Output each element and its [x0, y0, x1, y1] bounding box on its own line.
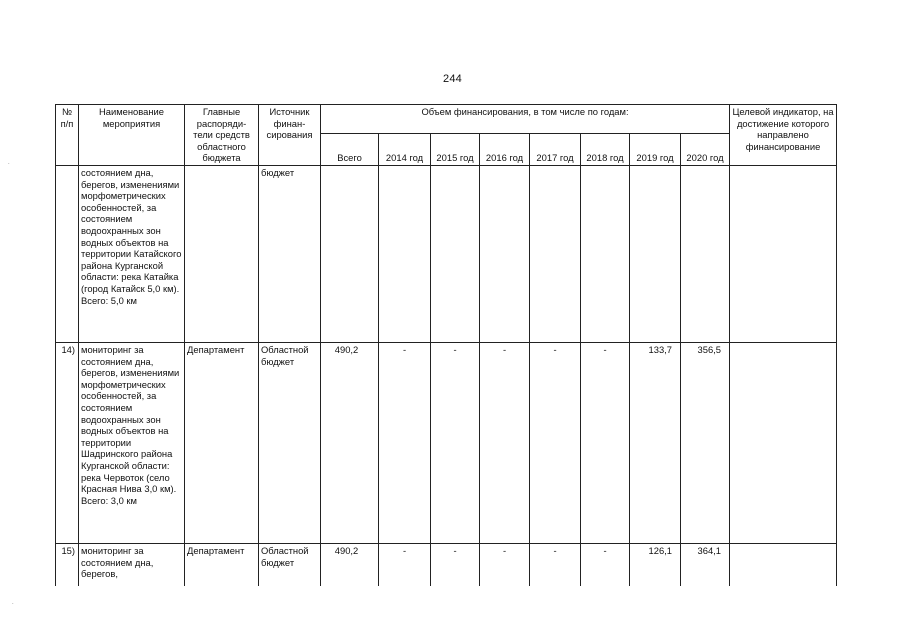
header-num: № п/п — [56, 105, 79, 166]
cell-year — [379, 165, 431, 342]
cell-year: - — [530, 543, 581, 586]
cell-manager: Департамент — [185, 342, 259, 543]
header-year: 2016 год — [480, 134, 530, 166]
cell-source: Областной бюджет — [259, 543, 321, 586]
cell-year — [681, 165, 730, 342]
cell-year: - — [480, 543, 530, 586]
header-name: Наименование мероприятия — [79, 105, 185, 166]
cell-indicator — [730, 165, 837, 342]
cell-year: 133,7 — [630, 342, 681, 543]
cell-name: мониторинг за состоянием дна, берегов, изменениями морфометрических особенностей, за состоянием водоохранных зон водных объектов на территории Шадринского района Курганской области: река Червоток (село Красная Нива 3,0 км). Всего: 3,0 км — [79, 342, 185, 543]
cell-year: - — [530, 342, 581, 543]
header-total: Всего — [321, 134, 379, 166]
cell-manager: Департамент — [185, 543, 259, 586]
cell-num — [56, 165, 79, 342]
table-row — [56, 342, 837, 543]
cell-indicator — [730, 342, 837, 543]
cell-name: мониторинг за состоянием дна, берегов, — [79, 543, 185, 586]
cell-num: 15) — [56, 543, 79, 586]
cell-year: - — [431, 342, 480, 543]
cell-source: Областной бюджет — [259, 342, 321, 543]
cell-year: 364,1 — [681, 543, 730, 586]
scan-mark: . — [8, 160, 10, 166]
cell-year: - — [581, 543, 630, 586]
table-row — [56, 543, 837, 586]
cell-source: бюджет — [259, 165, 321, 342]
cell-indicator — [730, 543, 837, 586]
header-year: 2020 год — [681, 134, 730, 166]
header-source: Источник финан-сирования — [259, 105, 321, 166]
cell-year: - — [581, 342, 630, 543]
cell-year: - — [379, 543, 431, 586]
cell-num: 14) — [56, 342, 79, 543]
header-year: 2015 год — [431, 134, 480, 166]
cell-year — [581, 165, 630, 342]
cell-manager — [185, 165, 259, 342]
header-year: 2017 год — [530, 134, 581, 166]
cell-year — [630, 165, 681, 342]
header-year: 2018 год — [581, 134, 630, 166]
cell-year — [480, 165, 530, 342]
cell-year: 356,5 — [681, 342, 730, 543]
header-year: 2019 год — [630, 134, 681, 166]
header-manager: Главные распоряди-тели средств областного бюджета — [185, 105, 259, 166]
cell-year — [431, 165, 480, 342]
cell-year: - — [431, 543, 480, 586]
cell-name: состоянием дна, берегов, изменениями морфометрических особенностей, за состоянием водоохранных зон водных объектов на территории Катайского района Курганской области: река Катайка (город Катайск 5,0 км). Всего: 5,0 км — [79, 165, 185, 342]
cell-total: 490,2 — [321, 342, 379, 543]
header-year: 2014 год — [379, 134, 431, 166]
scan-mark: . — [12, 600, 14, 606]
cell-year — [530, 165, 581, 342]
page-number: 244 — [443, 73, 462, 85]
cell-total: 490,2 — [321, 543, 379, 586]
header-indicator: Целевой индикатор, на достижение которого направлено финансирование — [730, 105, 837, 166]
funding-table — [55, 104, 837, 586]
cell-total — [321, 165, 379, 342]
table-row-continued — [56, 165, 837, 342]
cell-year: - — [379, 342, 431, 543]
cell-year: 126,1 — [630, 543, 681, 586]
cell-year: - — [480, 342, 530, 543]
header-funding-group: Объем финансирования, в том числе по годам: — [321, 105, 730, 134]
header-row-top — [56, 105, 837, 134]
